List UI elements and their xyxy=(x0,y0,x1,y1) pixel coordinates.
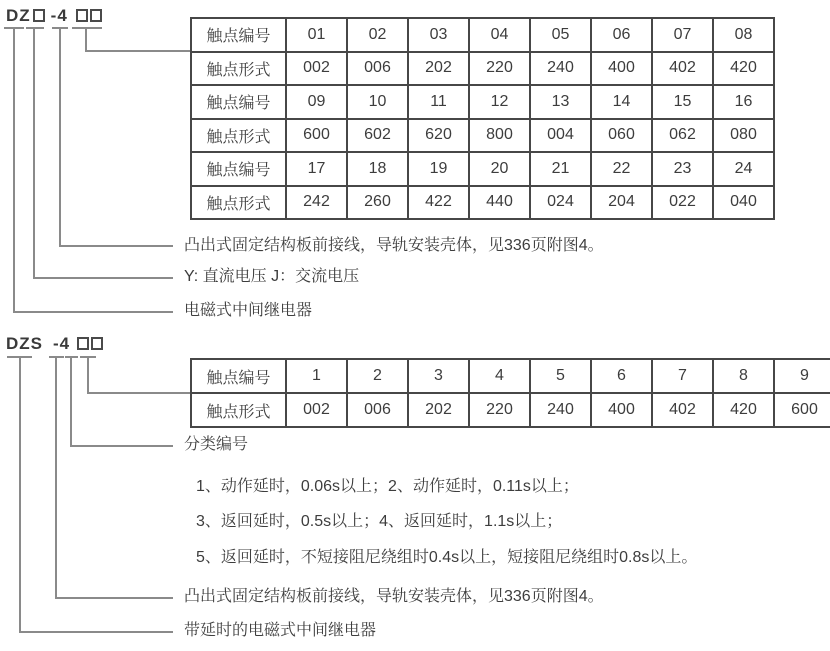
table-cell: 4 xyxy=(469,359,530,393)
table-cell: 202 xyxy=(408,52,469,86)
table-cell: 602 xyxy=(347,119,408,153)
table-cell: 1 xyxy=(286,359,347,393)
classification-note-1: 1、动作延时，0.06s以上；2、动作延时，0.11s以上； xyxy=(196,478,579,495)
table-cell: 600 xyxy=(286,119,347,153)
table-cell: 800 xyxy=(469,119,530,153)
table-row xyxy=(191,359,830,393)
table-cell: 422 xyxy=(408,186,469,220)
table-cell: 420 xyxy=(713,52,774,86)
model-text: DZS xyxy=(6,333,43,353)
table-row xyxy=(191,152,774,186)
row-header-cell: 触点编号 xyxy=(191,152,286,186)
table-cell: 002 xyxy=(286,393,347,427)
table-row xyxy=(191,119,774,153)
model-placeholder-box xyxy=(33,9,45,22)
table-cell: 16 xyxy=(713,85,774,119)
leader-line-dzs-relay xyxy=(19,356,21,633)
table-cell: 006 xyxy=(347,393,408,427)
leader-line-to-dzs-relay xyxy=(19,631,173,633)
leader-line-to-dz-table xyxy=(85,50,190,52)
classification-note-3: 5、返回延时，不短接阻尼绕组时0.4s以上，短接阻尼绕组时0.8s以上。 xyxy=(196,549,698,566)
leader-line-dz-relay xyxy=(13,27,15,313)
tick-contact xyxy=(72,27,102,29)
table-cell: 08 xyxy=(713,18,774,52)
leader-line-dz-case xyxy=(59,27,61,247)
table-cell: 3 xyxy=(408,359,469,393)
row-header-cell: 触点形式 xyxy=(191,186,286,220)
leader-line-to-dz-relay xyxy=(13,311,173,313)
model-code-dzs xyxy=(6,332,103,354)
model-placeholder-box xyxy=(91,337,103,350)
table-row xyxy=(191,186,774,220)
model-placeholder-box xyxy=(90,9,102,22)
table-cell: 17 xyxy=(286,152,347,186)
table-cell: 080 xyxy=(713,119,774,153)
table-cell: 062 xyxy=(652,119,713,153)
table-cell: 204 xyxy=(591,186,652,220)
dzs-relay-type-label: 带延时的电磁式中间继电器 xyxy=(184,622,377,639)
table-cell: 8 xyxy=(713,359,774,393)
table-cell: 22 xyxy=(591,152,652,186)
leader-line-to-dzs-classification xyxy=(70,445,173,447)
table-cell: 7 xyxy=(652,359,713,393)
model-text: -4 xyxy=(53,333,71,353)
table-row xyxy=(191,85,774,119)
table-cell: 20 xyxy=(469,152,530,186)
model-text: -4 xyxy=(50,5,68,25)
dzs-contact-table xyxy=(190,358,830,428)
table-cell: 402 xyxy=(652,52,713,86)
table-cell: 260 xyxy=(347,186,408,220)
leader-line-dz-voltage xyxy=(33,27,35,279)
dz-relay-type-label: 电磁式中间继电器 xyxy=(184,302,313,319)
table-row xyxy=(191,393,830,427)
dzs-case-label: 凸出式固定结构板前接线，导轨安装壳体，见336页附图4。 xyxy=(184,588,604,605)
table-cell: 02 xyxy=(347,18,408,52)
leader-line-dz-contact xyxy=(85,27,87,52)
table-cell: 13 xyxy=(530,85,591,119)
table-cell: 402 xyxy=(652,393,713,427)
table-cell: 14 xyxy=(591,85,652,119)
table-cell: 440 xyxy=(469,186,530,220)
table-cell: 6 xyxy=(591,359,652,393)
leader-line-to-dzs-case xyxy=(55,597,173,599)
table-row xyxy=(191,52,774,86)
table-cell: 24 xyxy=(713,152,774,186)
table-cell: 18 xyxy=(347,152,408,186)
table-cell: 5 xyxy=(530,359,591,393)
table-cell: 202 xyxy=(408,393,469,427)
table-cell: 240 xyxy=(530,393,591,427)
table-cell: 220 xyxy=(469,393,530,427)
dz-voltage-label: Y: 直流电压 J：交流电压 xyxy=(184,268,360,285)
table-cell: 242 xyxy=(286,186,347,220)
table-cell: 15 xyxy=(652,85,713,119)
table-row xyxy=(191,18,774,52)
leader-line-dzs-case xyxy=(55,356,57,599)
row-header-cell: 触点编号 xyxy=(191,18,286,52)
table-cell: 9 xyxy=(774,359,830,393)
row-header-cell: 触点编号 xyxy=(191,85,286,119)
table-cell: 006 xyxy=(347,52,408,86)
table-cell: 620 xyxy=(408,119,469,153)
table-cell: 400 xyxy=(591,52,652,86)
leader-line-dzs-classification xyxy=(70,356,72,447)
leader-line-to-dz-voltage xyxy=(33,277,173,279)
leader-line-to-dzs-table xyxy=(87,392,190,394)
table-cell: 12 xyxy=(469,85,530,119)
table-cell: 600 xyxy=(774,393,830,427)
dz-case-label: 凸出式固定结构板前接线，导轨安装壳体，见336页附图4。 xyxy=(184,237,604,254)
leader-line-dzs-contact xyxy=(87,356,89,394)
row-header-cell: 触点编号 xyxy=(191,359,286,393)
table-cell: 01 xyxy=(286,18,347,52)
table-cell: 2 xyxy=(347,359,408,393)
table-cell: 002 xyxy=(286,52,347,86)
table-cell: 06 xyxy=(591,18,652,52)
table-cell: 05 xyxy=(530,18,591,52)
table-cell: 004 xyxy=(530,119,591,153)
table-cell: 024 xyxy=(530,186,591,220)
classification-note-2: 3、返回延时，0.5s以上；4、返回延时，1.1s以上； xyxy=(196,513,563,530)
row-header-cell: 触点形式 xyxy=(191,393,286,427)
row-header-cell: 触点形式 xyxy=(191,119,286,153)
table-cell: 040 xyxy=(713,186,774,220)
row-header-cell: 触点形式 xyxy=(191,52,286,86)
table-cell: 19 xyxy=(408,152,469,186)
model-placeholder-box xyxy=(76,9,88,22)
table-cell: 10 xyxy=(347,85,408,119)
table-cell: 400 xyxy=(591,393,652,427)
model-text: DZ xyxy=(6,5,31,25)
table-cell: 07 xyxy=(652,18,713,52)
table-cell: 022 xyxy=(652,186,713,220)
table-cell: 21 xyxy=(530,152,591,186)
model-placeholder-box xyxy=(77,337,89,350)
table-cell: 03 xyxy=(408,18,469,52)
table-cell: 220 xyxy=(469,52,530,86)
table-cell: 23 xyxy=(652,152,713,186)
table-cell: 060 xyxy=(591,119,652,153)
model-code-dz xyxy=(6,4,102,26)
table-cell: 11 xyxy=(408,85,469,119)
dzs-classification-label: 分类编号 xyxy=(184,436,249,453)
leader-line-to-dz-case xyxy=(59,245,173,247)
table-cell: 420 xyxy=(713,393,774,427)
table-cell: 09 xyxy=(286,85,347,119)
table-cell: 240 xyxy=(530,52,591,86)
tick-voltage xyxy=(26,27,44,29)
dz-contact-table xyxy=(190,17,775,220)
table-cell: 04 xyxy=(469,18,530,52)
